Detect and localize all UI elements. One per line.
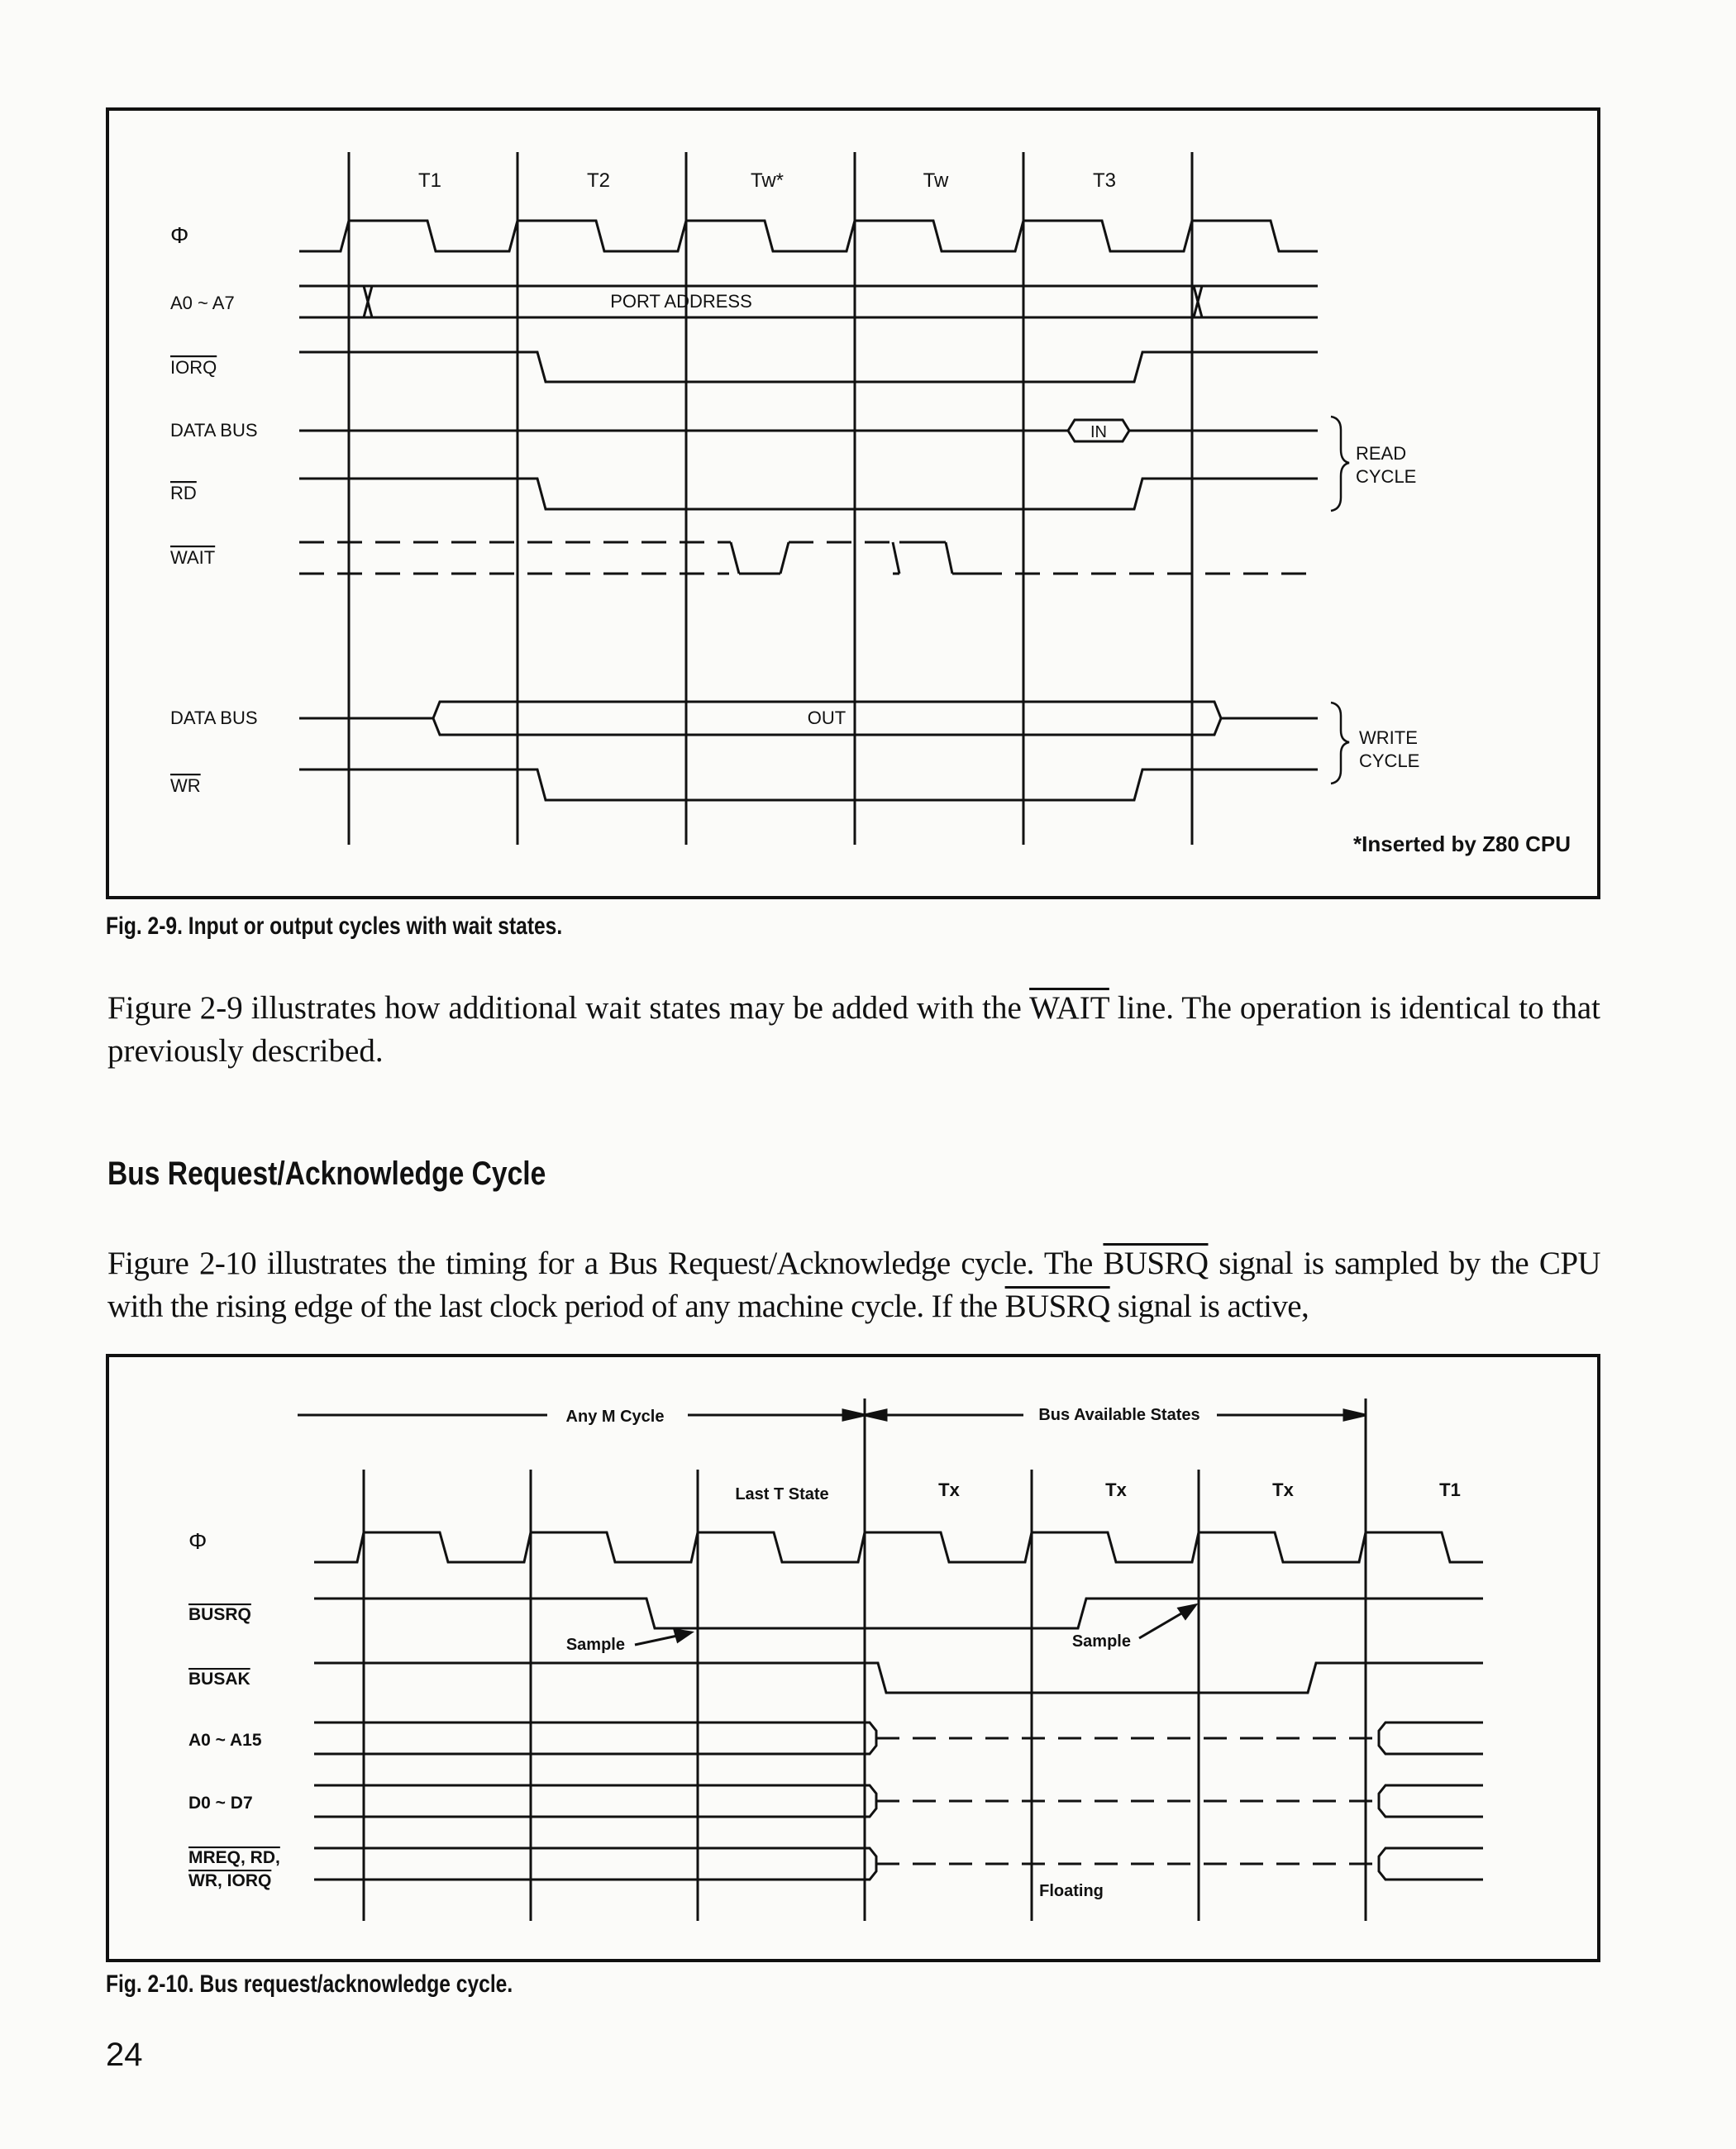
wr-label: WR	[170, 775, 201, 796]
figure-2-9	[106, 107, 1600, 899]
data-label: D0 ~ D7	[188, 1794, 253, 1813]
t-state-label: Tx	[1105, 1480, 1127, 1500]
t-state-label: Tx	[1272, 1480, 1294, 1500]
read-cycle-label: CYCLE	[1356, 466, 1417, 487]
clock-label: Φ	[188, 1528, 207, 1554]
floating-label: Floating	[1039, 1882, 1104, 1900]
iorq-label: IORQ	[170, 357, 217, 378]
t-state-label: Tw	[923, 169, 949, 192]
data-bus-waveform	[314, 1785, 1483, 1817]
wait-label: WAIT	[170, 547, 216, 568]
address-bus-waveform	[299, 286, 1318, 317]
in-label: IN	[1090, 423, 1107, 441]
page-number: 24	[106, 2037, 143, 2073]
write-cycle-label: WRITE	[1359, 727, 1418, 748]
sample-label: Sample	[565, 1636, 625, 1654]
sample-arrow-icon	[1139, 1605, 1195, 1638]
section-heading: Bus Request/Acknowledge Cycle	[107, 1156, 546, 1192]
wait-signal-name: WAIT	[1029, 990, 1109, 1026]
t-state-label: Tx	[938, 1480, 960, 1500]
busak-waveform	[314, 1663, 1483, 1693]
figure-2-10	[106, 1354, 1600, 1962]
control-signals-waveform	[314, 1848, 1483, 1880]
figure-2-10-caption: Fig. 2-10. Bus request/acknowledge cycle.	[106, 1970, 513, 1998]
t-state-label: T1	[1439, 1480, 1461, 1500]
t-state-label: T2	[586, 169, 611, 192]
clock-label: Φ	[170, 222, 189, 248]
timing-diagram-bus-request	[109, 1357, 1597, 1959]
clock-waveform	[314, 1532, 1483, 1562]
sample-arrow-icon	[635, 1630, 691, 1645]
read-cycle-brace	[1331, 417, 1349, 511]
any-m-cycle-label: Any M Cycle	[565, 1408, 665, 1426]
write-cycle-label: CYCLE	[1359, 750, 1420, 771]
paragraph-wait-states: Figure 2-9 illustrates how additional wait states may be added with the WAIT line. The operation is identical to that previously described.	[107, 990, 1601, 1069]
address-label: A0 ~ A15	[188, 1731, 262, 1750]
data-bus-read-label: DATA BUS	[170, 420, 258, 441]
paragraph-bus-request: Figure 2-10 illustrates the timing for a Bus Request/Acknowledge cycle. The BUSRQ signal is sampled by the CPU with the rising edge of the last clock period of any machine cycle. If the BUSRQ signal is active,	[107, 1246, 1600, 1324]
busrq-label: BUSRQ	[188, 1605, 251, 1624]
t-state-label: T3	[1092, 169, 1117, 192]
control-signals-label: WR, IORQ	[188, 1871, 272, 1890]
timing-diagram-io-cycle	[109, 111, 1597, 896]
address-bus-waveform	[314, 1723, 1483, 1754]
wait-waveform	[299, 542, 1318, 574]
figure-2-9-caption: Fig. 2-9. Input or output cycles with wait states.	[106, 912, 563, 940]
busrq-signal-name: BUSRQ	[1004, 1289, 1110, 1324]
busrq-signal-name: BUSRQ	[1103, 1246, 1209, 1281]
sample-label: Sample	[1071, 1632, 1131, 1651]
bus-available-label: Bus Available States	[1038, 1406, 1200, 1424]
rd-label: RD	[170, 483, 197, 503]
busak-label: BUSAK	[188, 1670, 250, 1689]
read-cycle-label: READ	[1356, 443, 1407, 464]
control-signals-label: MREQ, RD,	[188, 1848, 280, 1867]
t-state-label: Tw*	[750, 169, 785, 192]
rd-waveform	[299, 479, 1318, 509]
address-label: A0 ~ A7	[170, 293, 235, 313]
t-state-label: T1	[417, 169, 442, 192]
write-cycle-brace	[1331, 703, 1349, 784]
inserted-note: *Inserted by Z80 CPU	[1353, 831, 1571, 856]
port-address-label: PORT ADDRESS	[610, 291, 752, 312]
iorq-waveform	[299, 352, 1318, 382]
busrq-waveform	[314, 1599, 1483, 1628]
wr-waveform	[299, 770, 1318, 800]
out-label: OUT	[807, 708, 847, 728]
t-state-label: Last T State	[735, 1485, 829, 1503]
data-bus-write-label: DATA BUS	[170, 708, 258, 728]
data-bus-read-waveform	[299, 420, 1318, 441]
clock-waveform	[299, 221, 1318, 251]
